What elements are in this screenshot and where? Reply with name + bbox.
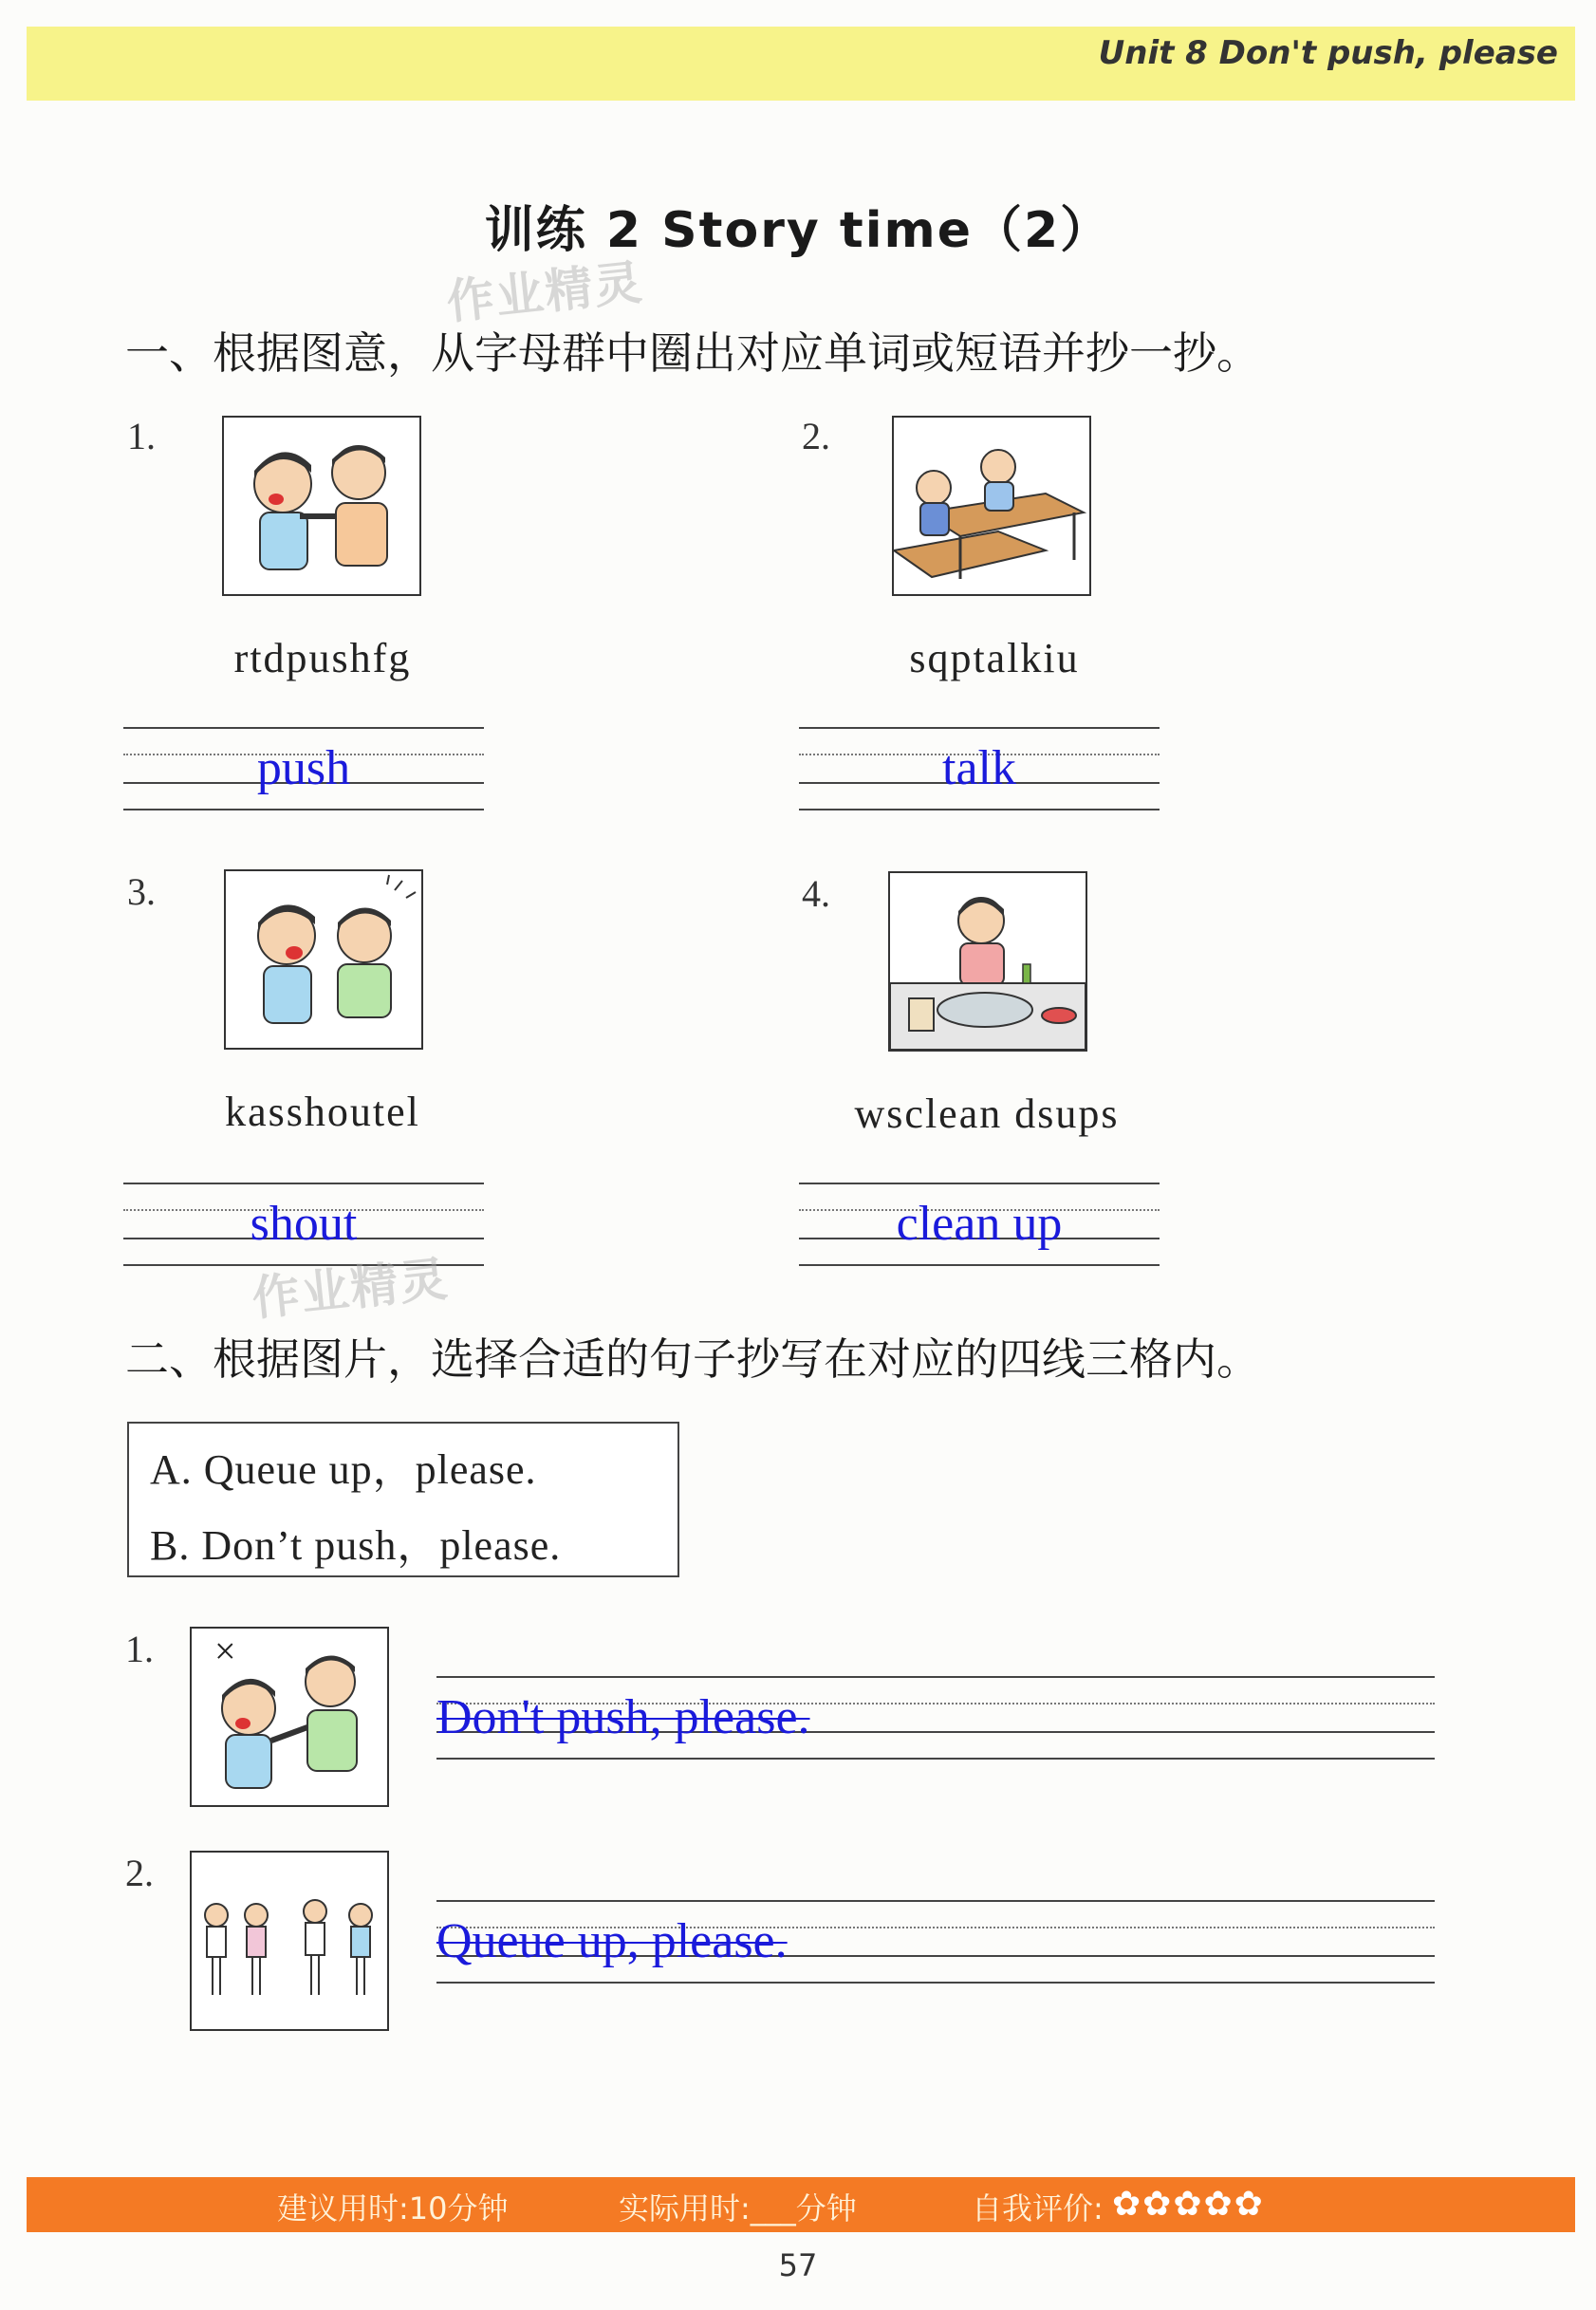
writing-lines [799,1183,1160,1266]
self-evaluation-label: 自我评价: [972,2190,1104,2226]
picture-clean-up [888,871,1087,1052]
answer-text: Don't push, please. [436,1690,810,1744]
actual-time: 实际用时:___分钟 [619,2190,857,2226]
answer-text: clean up [896,1197,1063,1251]
item-number: 2. [125,1852,154,1894]
writing-lines [799,727,1160,810]
letter-group: rtdpushfg [233,635,412,681]
answer-text: talk [942,741,1016,795]
rating-stars: ✿✿✿✿✿ [1112,2185,1265,2224]
part1-instruction: 一、根据图意，从字母群中圈出对应单词或短语并抄一抄。 [125,327,1260,379]
letter-group: wsclean dsups [854,1090,1120,1137]
wrong-mark: × [214,1630,236,1672]
writing-lines [436,1900,1435,1984]
answer-text: shout [250,1197,358,1251]
picture-talk [892,416,1091,596]
item-number: 4. [802,872,830,915]
option-b: B. Don’t push，please. [150,1522,562,1569]
letter-group: kasshoutel [225,1089,420,1135]
item-number: 2. [802,415,830,457]
picture-queue-up [190,1851,389,2031]
watermark: 作业精灵 [249,1251,452,1327]
letter-group: sqptalkiu [909,635,1080,681]
option-a: A. Queue up，please. [150,1446,537,1493]
item-number: 1. [125,1628,154,1670]
watermark: 作业精灵 [443,254,646,330]
part2-instruction: 二、根据图片，选择合适的句子抄写在对应的四线三格内。 [125,1333,1260,1385]
answer-text: push [256,741,351,795]
writing-lines [123,727,484,810]
suggested-time: 建议用时:10分钟 [277,2190,509,2226]
item-number: 1. [127,415,156,457]
picture-shout [224,869,423,1050]
section-title: 训练 2 Story time（2） [484,202,1112,259]
options-box [127,1422,679,1577]
writing-lines [436,1676,1435,1760]
page-number: 57 [778,2247,818,2283]
answer-text: Queue up, please. [436,1914,788,1968]
picture-dont-push [190,1627,389,1807]
picture-push [222,416,421,596]
unit-title: Unit 8 Don't push, please [1098,34,1558,72]
item-number: 3. [127,870,156,913]
